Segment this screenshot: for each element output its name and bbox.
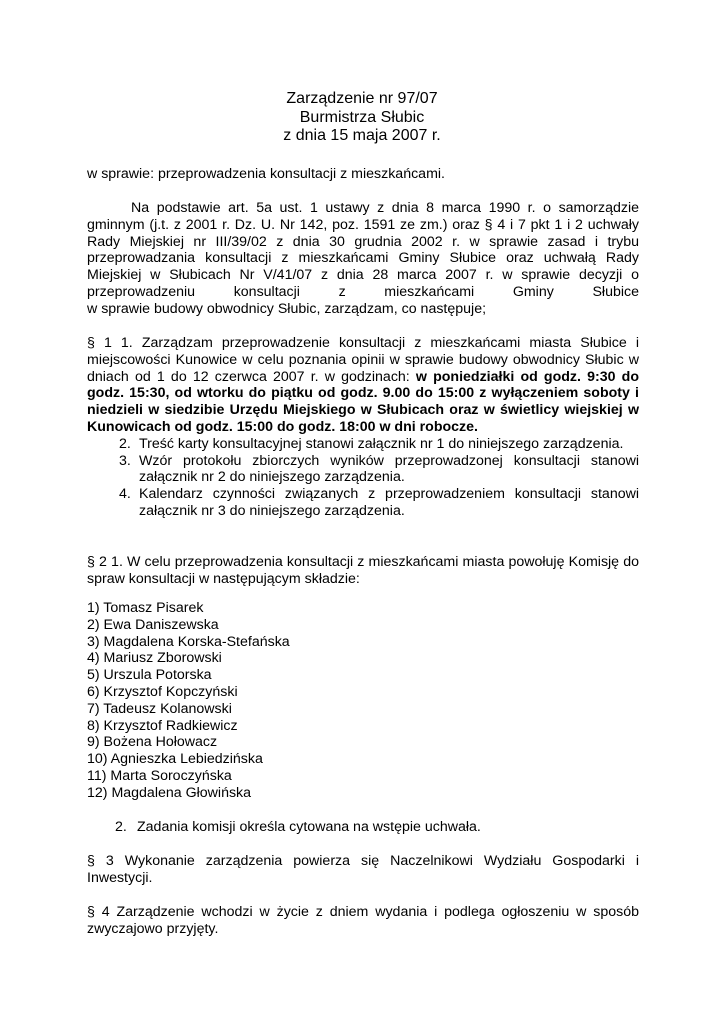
list-item xyxy=(87,436,639,453)
commission-members xyxy=(87,600,639,802)
header-title: Zarządzenie nr 97/07 xyxy=(286,90,438,107)
member-item: 7) Tadeusz Kolanowski xyxy=(87,700,232,717)
member-item: 2) Ewa Daniszewska xyxy=(87,616,219,633)
member-item: 8) Krzysztof Radkiewicz xyxy=(87,717,238,734)
section-1-hours: w poniedziałki od godz. 9:30 do godz. 15:30, od wtorku do piątku od godz. 9.00 do 15:00 z wyłączeniem soboty i niedzieli w siedzibie Urzędu Miejskiego w Słubicach oraz w świetlicy wiejskiej w Kunowicach od godz. 15:00 do godz. 18:00 w dni robocze. xyxy=(87,368,639,435)
section-3: § 3 Wykonanie zarządzenia powierza się Naczelnikowi Wydziału Gospodarki i Inwestycji. xyxy=(87,853,639,886)
item-number: 2. xyxy=(115,819,127,835)
section-1-intro: § 1 1. Zarządzam przeprowadzenie konsultacji z mieszkańcami miasta Słubice i miejscowości Kunowice w celu poznania opinii w sprawie budowy obwodnicy Słubic w dniach od 1 do 12 czerwca 2007 r. w godzinach: xyxy=(87,335,639,385)
preamble-text: Na podstawie art. 5a ust. 1 ustawy z dnia 8 marca 1990 r. o samorządzie gminnym (j.t. z 2001 r. Dz. U. Nr 142, poz. 1591 ze zm.) oraz § 4 i 7 pkt 1 i 2 uchwały Rady Miejskiej nr III/39/02 z dnia 30 grudnia 2002 r. w sprawie zasad i trybu przeprowadzania konsultacji z mieszkańcami Gminy Słubice oraz uchwałą Rady Miejskiej w Słubicach Nr V/41/07 z dnia 28 marca 2007 r. w sprawie decyzji o przeprowadzeniu konsultacji z mieszkańcami Gminy Słubice xyxy=(87,200,639,300)
member-item: 11) Marta Soroczyńska xyxy=(87,767,232,784)
item-text: Treść karty konsultacyjnej stanowi załącznik nr 1 do niniejszego zarządzenia. xyxy=(139,435,624,452)
header-date: z dnia 15 maja 2007 r. xyxy=(283,127,441,144)
item-text: Kalendarz czynności związanych z przeprowadzeniem konsultacji stanowi załącznik nr 3 do niniejszego zarządzenia. xyxy=(139,486,639,519)
member-item: 10) Agnieszka Lebiedzińska xyxy=(87,751,263,768)
section-1 xyxy=(87,335,639,520)
item-number: 3. xyxy=(119,452,131,469)
member-item: 12) Magdalena Głowińska xyxy=(87,784,252,801)
preamble xyxy=(87,200,639,318)
member-item: 4) Mariusz Zborowski xyxy=(87,650,222,667)
item-number: 4. xyxy=(119,486,131,503)
member-item: 6) Krzysztof Kopczyński xyxy=(87,683,238,700)
member-item: 9) Bożena Hołowacz xyxy=(87,734,218,751)
section-2-intro: § 2 1. W celu przeprowadzenia konsultacji z mieszkańcami miasta powołuję Komisję do spraw konsultacji w następującym składzie: xyxy=(87,554,639,587)
header-issuer: Burmistrza Słubic xyxy=(299,108,425,126)
document-header xyxy=(0,90,724,146)
list-item xyxy=(87,453,639,487)
member-item: 1) Tomasz Pisarek xyxy=(87,600,204,616)
section-1-paragraph xyxy=(87,335,639,436)
section-4: § 4 Zarządzenie wchodzi w życie z dniem wydania i podlega ogłoszeniu w sposób zwyczajowo przyjęty. xyxy=(87,904,639,937)
subject-line: w sprawie: przeprowadzenia konsultacji z mieszkańcami. xyxy=(87,166,445,182)
item-number: 2. xyxy=(119,435,131,452)
section-1-items xyxy=(87,436,639,520)
item-text: Wzór protokołu zbiorczych wyników przeprowadzonej konsultacji stanowi załącznik nr 2 do niniejszego zarządzenia. xyxy=(139,452,639,486)
list-item xyxy=(87,486,639,520)
item-text: Zadania komisji określa cytowana na wstępie uchwała. xyxy=(137,819,481,835)
preamble-last-line: w sprawie budowy obwodnicy Słubic, zarządzam, co następuje; xyxy=(87,300,487,317)
member-item: 3) Magdalena Korska-Stefańska xyxy=(87,633,290,650)
section-2-item-2 xyxy=(87,819,639,836)
member-item: 5) Urszula Potorska xyxy=(87,667,212,684)
